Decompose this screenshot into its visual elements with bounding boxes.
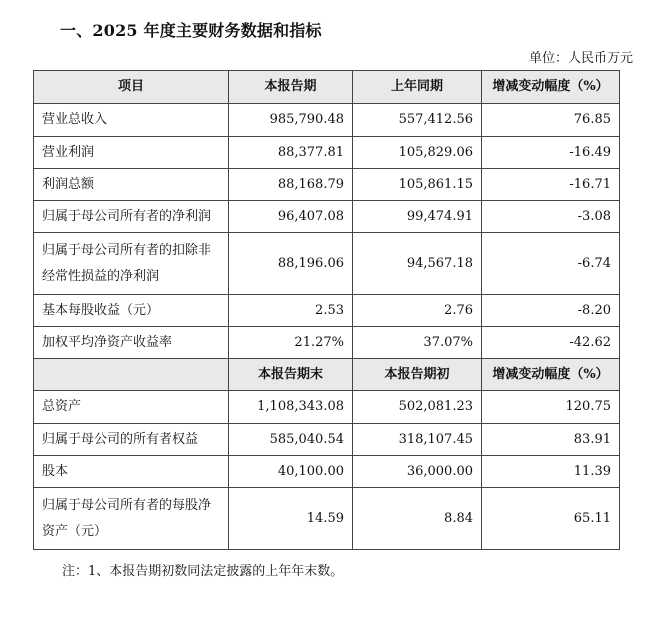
- row-change: -3.08: [482, 201, 620, 233]
- row-current: 88,168.79: [229, 169, 353, 201]
- row-prior: 105,861.15: [353, 169, 482, 201]
- row-prior: 557,412.56: [353, 104, 482, 137]
- row-change: -42.62: [482, 327, 620, 359]
- table-row: [34, 104, 620, 137]
- header-period-end: 本报告期末: [229, 359, 353, 391]
- row-change: 65.11: [482, 488, 620, 550]
- header-current-period: 本报告期: [229, 71, 353, 104]
- row-current: 21.27%: [229, 327, 353, 359]
- row-prior: 2.76: [353, 295, 482, 327]
- table-row: [34, 391, 620, 424]
- row-change: -16.71: [482, 169, 620, 201]
- row-label: 归属于母公司所有者的扣除非经常性损益的净利润: [34, 233, 229, 295]
- subheader-item: [34, 359, 229, 391]
- row-current: 1,108,343.08: [229, 391, 353, 424]
- row-label: 总资产: [34, 391, 229, 424]
- table-row: [34, 169, 620, 201]
- table-row: [34, 424, 620, 456]
- row-label: 基本每股收益（元）: [34, 295, 229, 327]
- row-label: 归属于母公司所有者的净利润: [34, 201, 229, 233]
- header-item: 项目: [34, 71, 229, 104]
- header-change-pct: 增减变动幅度（%）: [482, 71, 620, 104]
- row-label: 利润总额: [34, 169, 229, 201]
- table-row: [34, 233, 620, 295]
- row-change: 11.39: [482, 456, 620, 488]
- row-prior: 105,829.06: [353, 137, 482, 169]
- table-row: [34, 456, 620, 488]
- table-row: [34, 488, 620, 550]
- row-label: 归属于母公司的所有者权益: [34, 424, 229, 456]
- unit-label: 单位：人民币万元: [528, 51, 633, 66]
- row-change: 120.75: [482, 391, 620, 424]
- table-subheader-row: [34, 359, 620, 391]
- row-current: 585,040.54: [229, 424, 353, 456]
- row-change: -16.49: [482, 137, 620, 169]
- header-prior-period: 上年同期: [353, 71, 482, 104]
- row-change: 83.91: [482, 424, 620, 456]
- row-label: 股本: [34, 456, 229, 488]
- header-change-pct: 增减变动幅度（%）: [482, 359, 620, 391]
- row-prior: 37.07%: [353, 327, 482, 359]
- row-prior: 36,000.00: [353, 456, 482, 488]
- row-prior: 8.84: [353, 488, 482, 550]
- row-current: 2.53: [229, 295, 353, 327]
- row-label: 归属于母公司所有者的每股净资产（元）: [34, 488, 229, 550]
- row-current: 88,377.81: [229, 137, 353, 169]
- table-row: [34, 327, 620, 359]
- financial-table: [33, 70, 620, 550]
- section-title: 一、2025 年度主要财务数据和指标: [60, 21, 322, 40]
- row-current: 985,790.48: [229, 104, 353, 137]
- row-change: 76.85: [482, 104, 620, 137]
- row-current: 14.59: [229, 488, 353, 550]
- row-prior: 318,107.45: [353, 424, 482, 456]
- row-label: 加权平均净资产收益率: [34, 327, 229, 359]
- row-current: 40,100.00: [229, 456, 353, 488]
- row-prior: 94,567.18: [353, 233, 482, 295]
- table-header-row: [34, 71, 620, 104]
- row-label: 营业利润: [34, 137, 229, 169]
- header-period-start: 本报告期初: [353, 359, 482, 391]
- row-prior: 502,081.23: [353, 391, 482, 424]
- table-row: [34, 137, 620, 169]
- row-change: -6.74: [482, 233, 620, 295]
- row-change: -8.20: [482, 295, 620, 327]
- row-prior: 99,474.91: [353, 201, 482, 233]
- row-current: 88,196.06: [229, 233, 353, 295]
- row-label: 营业总收入: [34, 104, 229, 137]
- footnote: 注：1、本报告期初数同法定披露的上年年末数。: [62, 564, 344, 579]
- row-current: 96,407.08: [229, 201, 353, 233]
- table-row: [34, 295, 620, 327]
- table-row: [34, 201, 620, 233]
